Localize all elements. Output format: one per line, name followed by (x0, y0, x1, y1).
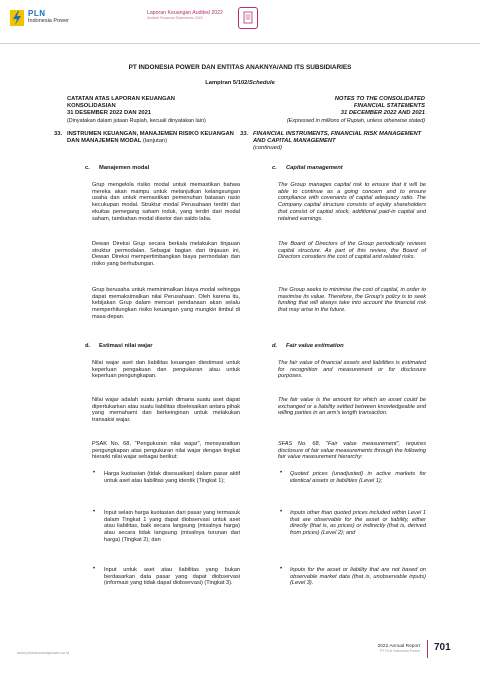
c-paragraph-en-2: The Board of Directors of the Group periodically reviews capital structure. As part of this review, the Board of Directors considers the cost of capital and related risks. (278, 241, 426, 261)
bullet-icon: • (93, 509, 96, 515)
bullet-id-3: Input untuk aset atau liabilitas yang bukan berdasarkan data pasar yang dapat diobservasi (informasi yang tidak dapat diobservasi) (Tingkat 3). (104, 567, 240, 587)
header-divider (0, 43, 480, 44)
bullet-id-2: Input selain harga kuotasian dari pasar yang termasuk dalam Tingkat 1 yang dapat diobservasi untuk aset atau liabilitas, baik secara langsung (misalnya harga) atau secara tidak langsung (misalnya turunan dari harga) (Tingkat 2); dan (104, 510, 240, 543)
c-paragraph-id-3: Grup berusaha untuk meminimalkan biaya modal sehingga dapat memaksimalkan nilai Perusahaan. Oleh karena itu, kebijakan Grup dalam mencari pendanaan akan selalu memperhitungkan risiko keuangan yang mungkin timbul di masa depan. (92, 287, 240, 320)
c-paragraph-en-1: The Group manages capital risk to ensure that it will be able to continue as a going concern and to ensure compliance with covenants of capital adequacy ratio. The Company capital structure consists of equity shareholders that consist of capital stock, additional paid-in capital and retained earnings. (278, 182, 426, 222)
c-paragraph-id-2: Dewan Direksi Grup secara berkala melakukan tinjauan struktur permodalan. Sebagai bagian dari tinjauan ini, Dewan Direksi mempertimbangkan biaya permodalan dan risiko yang berhubungan. (92, 241, 240, 268)
section-title-en: 33. FINANCIAL INSTRUMENTS, FINANCIAL RISK MANAGEMENT AND CAPITAL MANAGEMENT (continued) (240, 131, 422, 151)
company-title: PT INDONESIA POWER DAN ENTITAS ANAKNYA/AND ITS SUBSIDIARIES (128, 64, 352, 71)
bullet-icon: • (280, 470, 283, 476)
footer-website-link[interactable]: www.plnindonesiapower.co.id (17, 650, 70, 655)
appendix-label: Lampiran 5/102/Schedule (205, 80, 275, 86)
left-heading: CATATAN ATAS LAPORAN KEUANGAN KONSOLIDASIAN 31 DESEMBER 2022 DAN 2021 (Dinyatakan dalam jutaan Rupiah, kecuali dinyatakan lain) (67, 96, 206, 124)
bullet-en-2: Inputs other than quoted prices included within Level 1 that are observable for the asset or liability, either directly (that is, as prices) or indirectly (that is, derived from prices) (Level 2); and (290, 510, 426, 537)
d-paragraph-id-3: PSAK No. 68, "Pengukuran nilai wajar", mensyaratkan pengungkapan atas pengukuran nilai wajar dengan tingkat hierarki nilai wajar sebagai berikut: (92, 441, 240, 461)
d-paragraph-en-3: SFAS No. 68, "Fair value measurement", requires disclosure of fair value measurements through the following fair value measurement hierarchy: (278, 441, 426, 461)
subsection-d-en: d. Fair value estimation (272, 343, 344, 349)
bullet-en-1: Quoted prices (unadjusted) in active markets for identical assets or liabilities (Level 1); (290, 471, 426, 484)
report-title: Laporan Keuangan Audited 2022 (147, 10, 223, 16)
lightning-icon (10, 10, 24, 26)
page-number: 701 (434, 642, 451, 653)
subsection-c-en: c. Capital management (272, 165, 343, 171)
bullet-en-3: Inputs for the asset or liability that are not based on observable market data (that is, unobservable inputs) (Level 3). (290, 567, 426, 587)
bullet-icon: • (280, 509, 283, 515)
bullet-icon: • (280, 566, 283, 572)
bullet-icon: • (93, 566, 96, 572)
document-icon (238, 7, 258, 29)
c-paragraph-en-3: The Group seeks to minimise the cost of capital, in order to maximise its value. Therefore, the Group's policy is to seek funding that will always take into account the financial risk that may arise in the future. (278, 287, 426, 314)
brand-subtitle: Indonesia Power (28, 18, 69, 24)
report-subtitle: Audited Financial Statements 2022 (147, 16, 203, 21)
brand-name: PLN (28, 9, 46, 18)
d-paragraph-en-2: The fair value is the amount for which an asset could be exchanged or a liability settled between knowledgeable and willing parties in an arm's length transaction. (278, 397, 426, 417)
d-paragraph-en-1: The fair value of financial assets and liabilities is estimated for recognition and measurement or for disclosure purposes. (278, 360, 426, 380)
report-title-block (147, 10, 223, 21)
d-paragraph-id-2: Nilai wajar adalah suatu jumlah dimana suatu aset dapat dipertukarkan atau suatu liabilitas diselesaikan antara pihak yang memahami dan berkeinginan untuk melakukan transaksi wajar. (92, 397, 240, 424)
footer-report-label: 2022 Annual Report PT PLN Indonesia Power (377, 644, 420, 653)
c-paragraph-id-1: Grup mengelola risiko modal untuk memastikan bahwa mereka akan mampu untuk melanjutkan kelangsungan usaha dan untuk memastikan pemenuhan batasan rasio kecukupan modal. Struktur modal Perusahaan terdiri dari ekuitas pemegang saham induk, yang terdiri dari modal saham, tambahan modal disetor dan saldo laba. (92, 182, 240, 222)
subsection-d-id: d. Estimasi nilai wajar (85, 343, 153, 349)
pln-logo (10, 8, 90, 36)
d-paragraph-id-1: Nilai wajar aset dan liabilitas keuangan diestimasi untuk keperluan pengakuan dan pengukuran atau untuk keperluan pengungkapan. (92, 360, 240, 380)
footer-divider (427, 640, 428, 658)
bullet-id-1: Harga kuotasian (tidak disesuaikan) dalam pasar aktif untuk aset atau liabilitas yang identik (Tingkat 1); (104, 471, 240, 484)
section-title-id: 33. INSTRUMEN KEUANGAN, MANAJEMEN RISIKO KEUANGAN DAN MANAJEMEN MODAL (lanjutan) (54, 131, 234, 144)
right-heading: NOTES TO THE CONSOLIDATED FINANCIAL STATEMENTS 31 DECEMBER 2022 AND 2021 (Expressed in millions of Rupiah, unless otherwise stated) (286, 96, 425, 124)
bullet-icon: • (93, 470, 96, 476)
subsection-c-id: c. Manajemen modal (85, 165, 150, 171)
